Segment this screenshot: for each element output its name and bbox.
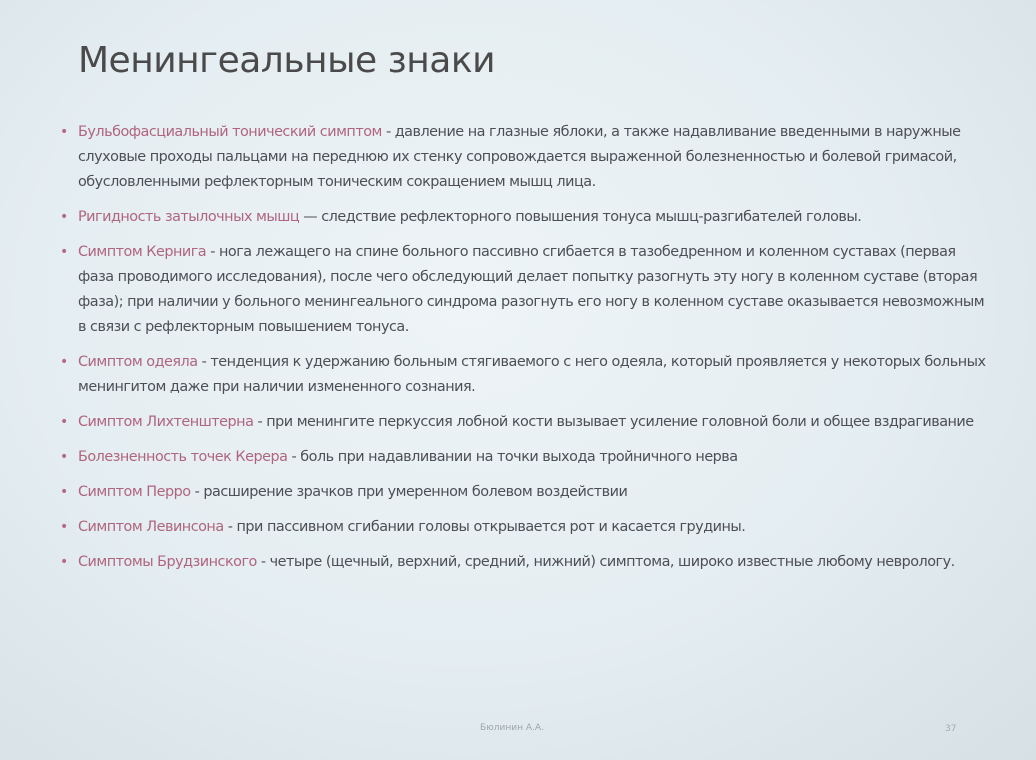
symptom-description: — следствие рефлекторного повышения тонуса мышц-разгибателей головы.: [299, 209, 862, 225]
symptom-term: Симптом Лихтенштерна: [78, 414, 254, 430]
bullet-icon: •: [60, 414, 68, 430]
bullet-icon: •: [60, 519, 68, 535]
symptom-term: Симптом Левинсона: [78, 519, 224, 535]
bullet-icon: •: [60, 209, 68, 225]
symptom-term: Симптомы Брудзинского: [78, 554, 257, 570]
symptom-term: Бульбофасциальный тонический симптом: [78, 124, 382, 140]
footer-author: Бюлинин А.А.: [480, 723, 544, 733]
list-item: [60, 410, 990, 435]
list-item: [60, 480, 990, 505]
list-item: [60, 120, 990, 195]
symptom-description: - расширение зрачков при умеренном болевом воздействии: [190, 484, 628, 500]
symptom-term: Симптом Кернига: [78, 244, 207, 260]
symptom-term: Симптом Перро: [78, 484, 191, 500]
symptom-description: - четыре (щечный, верхний, средний, нижний) симптома, широко известные любому неврологу.: [256, 554, 955, 570]
symptom-description: - при пассивном сгибании головы открывается рот и касается грудины.: [223, 519, 746, 535]
bullet-icon: •: [60, 554, 68, 570]
bullet-icon: •: [60, 244, 68, 260]
symptom-description: - нога лежащего на спине больного пассивно сгибается в тазобедренном и коленном суставах (первая фаза проводимого исследования), после чего обследующий делает попытку разогнуть эту ногу в коленном суставе (вторая фаза); при наличии у больного менингеального синдрома разогнуть его ногу в коленном суставе оказывается невозможным в связи с рефлекторным повышением тонуса.: [78, 244, 985, 335]
bullet-icon: •: [60, 354, 68, 370]
list-item: [60, 205, 990, 230]
symptom-description: - при менингите перкуссия лобной кости вызывает усиление головной боли и общее вздрагивание: [253, 414, 974, 430]
symptom-term: Симптом одеяла: [78, 354, 198, 370]
symptom-description: - давление на глазные яблоки, а также надавливание введенными в наружные слуховые проходы пальцами на переднюю их стенку сопровождается выраженной болезненностью и болевой гримасой, обусловленными рефлекторным тоническим сокращением мышц лица.: [78, 124, 961, 190]
page-number: 37: [945, 724, 957, 734]
list-item: [60, 445, 990, 470]
bullet-icon: •: [60, 449, 68, 465]
bullet-icon: •: [60, 124, 68, 140]
list-item: [60, 550, 990, 575]
symptom-description: - тенденция к удержанию больным стягиваемого с него одеяла, который проявляется у некоторых больных менингитом даже при наличии измененного сознания.: [78, 354, 986, 395]
bullet-icon: •: [60, 484, 68, 500]
list-item: [60, 240, 990, 340]
symptom-term: Болезненность точек Керера: [78, 449, 288, 465]
symptom-list: [60, 120, 990, 585]
list-item: [60, 515, 990, 540]
slide-title: Менингеальные знаки: [78, 40, 495, 81]
list-item: [60, 350, 990, 400]
symptom-description: - боль при надавливании на точки выхода тройничного нерва: [287, 449, 738, 465]
symptom-term: Ригидность затылочных мышц: [78, 209, 300, 225]
